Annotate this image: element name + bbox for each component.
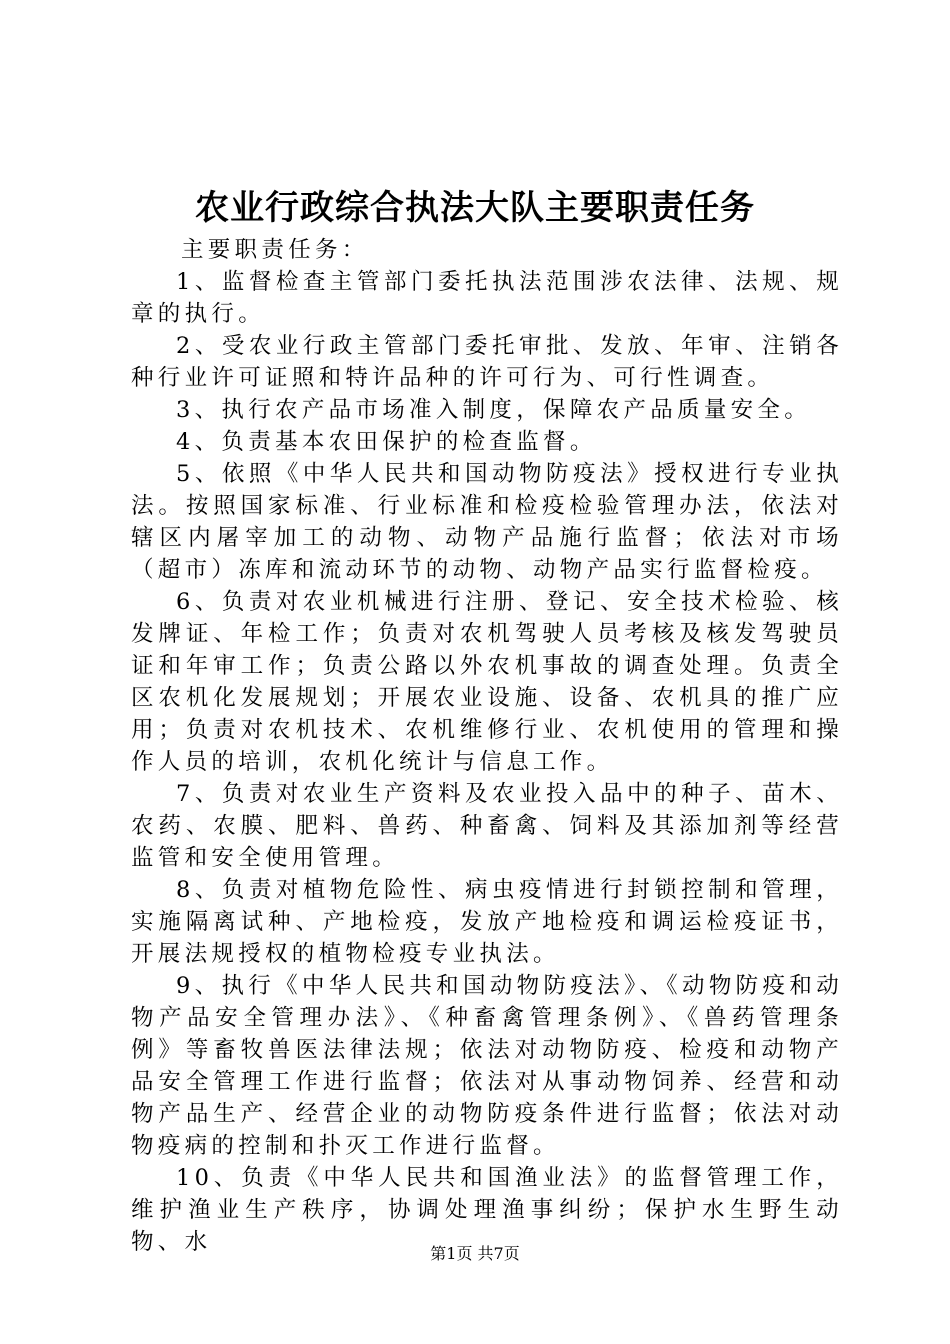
duty-item-4: 4、负责基本农田保护的检查监督。 [176, 429, 597, 455]
document-body [131, 234, 843, 1258]
duty-item-1: 1、监督检查主管部门委托执法范围涉农法律、法规、规章的执行。 [131, 269, 843, 327]
duty-item-5: 5、依照《中华人民共和国动物防疫法》授权进行专业执法。按照国家标准、行业标准和检疫检验管理办法，依法对辖区内屠宰加工的动物、动物产品施行监督；依法对市场（超市）冻库和流动环节的动物、动物产品实行监督检疫。 [131, 461, 843, 583]
duty-item-6: 6、负责对农业机械进行注册、登记、安全技术检验、核发牌证、年检工作；负责对农机驾驶人员考核及核发驾驶员证和年审工作；负责公路以外农机事故的调查处理。负责全区农机化发展规划；开展农业设施、设备、农机具的推广应用；负责对农机技术、农机维修行业、农机使用的管理和操作人员的培训，农机化统计与信息工作。 [131, 589, 843, 775]
duty-item-3: 3、执行农产品市场准入制度，保障农产品质量安全。 [176, 397, 812, 423]
duty-item-8: 8、负责对植物危险性、病虫疫情进行封锁控制和管理，实施隔离试种、产地检疫，发放产地检疫和调运检疫证书，开展法规授权的植物检疫专业执法。 [131, 877, 843, 967]
document-title: 农业行政综合执法大队主要职责任务 [195, 188, 755, 228]
duty-item-10: 10、负责《中华人民共和国渔业法》的监督管理工作，维护渔业生产秩序，协调处理渔事纠纷；保护水生野生动物、水 [131, 1165, 843, 1255]
duty-item-2: 2、受农业行政主管部门委托审批、发放、年审、注销各种行业许可证照和特许品种的许可行为、可行性调查。 [131, 333, 843, 391]
duty-item-9: 9、执行《中华人民共和国动物防疫法》、《动物防疫和动物产品安全管理办法》、《种畜禽管理条例》、《兽药管理条例》等畜牧兽医法律法规；依法对动物防疫、检疫和动物产品安全管理工作进行监督；依法对从事动物饲养、经营和动物产品生产、经营企业的动物防疫条件进行监督；依法对动物疫病的控制和扑灭工作进行监督。 [131, 973, 843, 1159]
duty-item-7: 7、负责对农业生产资料及农业投入品中的种子、苗木、农药、农膜、肥料、兽药、种畜禽、饲料及其添加剂等经营监管和安全使用管理。 [131, 781, 843, 871]
intro-paragraph: 主要职责任务： [181, 237, 369, 263]
page-number-footer: 第1页 共7页 [430, 1244, 520, 1263]
